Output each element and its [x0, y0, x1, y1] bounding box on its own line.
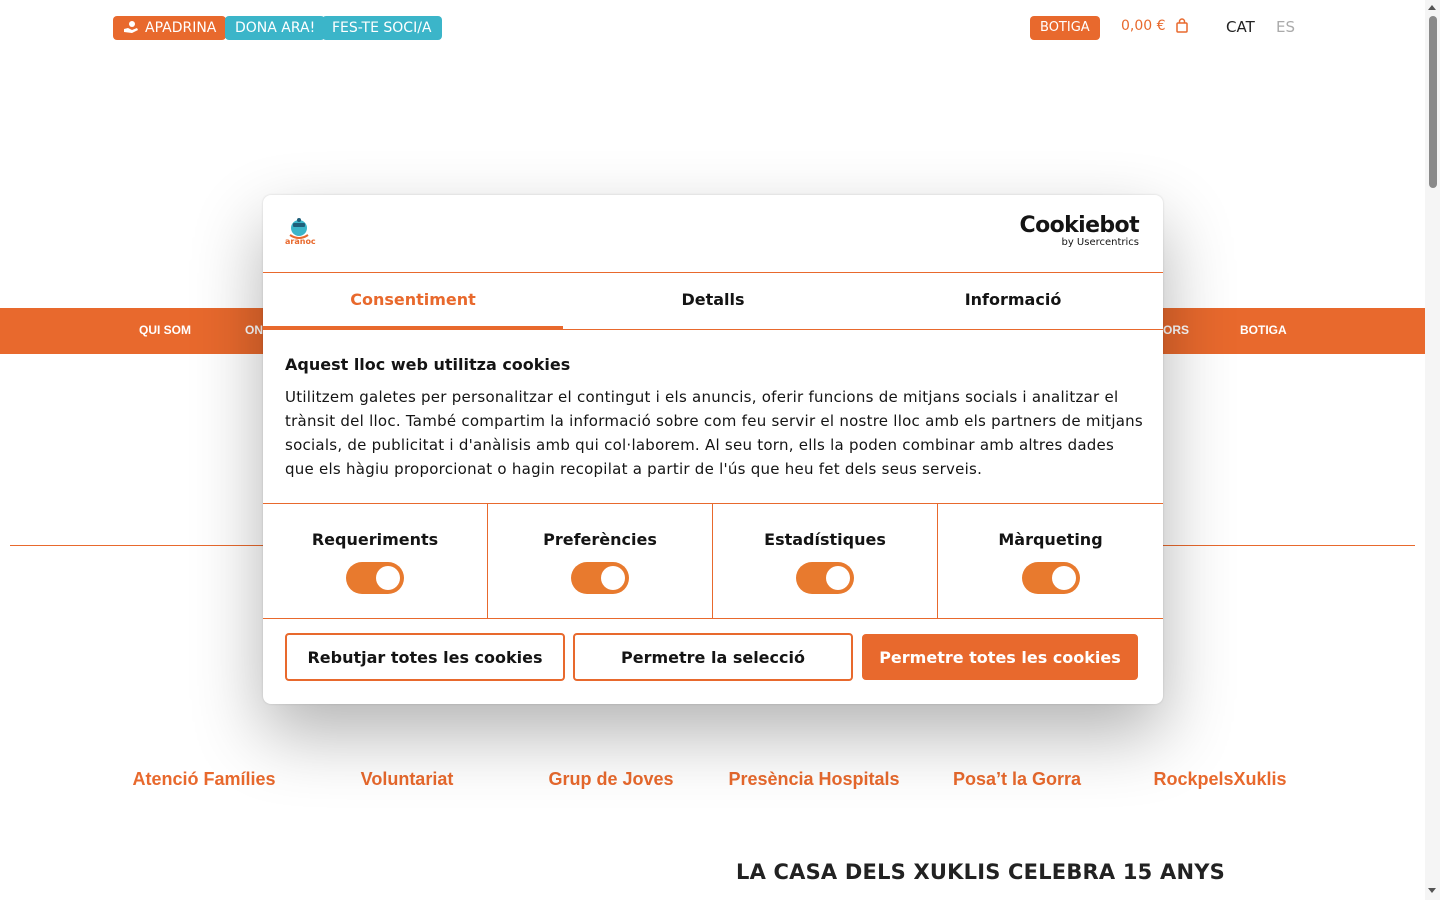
category-label: Requeriments — [311, 530, 439, 549]
scroll-up-arrow-icon[interactable] — [1428, 5, 1436, 10]
toggle-knob — [826, 566, 850, 590]
program-voluntariat[interactable]: Voluntariat — [360, 769, 454, 789]
apadrina-button[interactable] — [113, 16, 226, 40]
cookie-consent-dialog — [263, 195, 1163, 704]
nav-item-partial-right[interactable]: ORS — [1163, 323, 1190, 337]
site-logo-text: aranoc — [285, 237, 316, 246]
dialog-header — [263, 195, 1163, 273]
cookiebot-logo — [1020, 215, 1139, 249]
allow-all-button[interactable]: Permetre totes les cookies — [862, 634, 1138, 680]
cart-total: 0,00 € — [1121, 18, 1166, 34]
top-bar — [0, 0, 1425, 56]
marqueting-toggle[interactable] — [1022, 562, 1080, 594]
category-marqueting — [938, 504, 1163, 618]
scrollbar-thumb[interactable] — [1429, 16, 1437, 188]
dialog-tabs — [263, 273, 1163, 330]
program-atencio-families[interactable]: Atenció Famílies — [132, 769, 276, 789]
toggle-knob — [376, 566, 400, 590]
toggle-knob — [601, 566, 625, 590]
program-presencia-hospitals[interactable]: Presència Hospitals — [728, 769, 900, 789]
botiga-button[interactable]: BOTIGA — [1030, 16, 1100, 40]
dialog-heading: Aquest lloc web utilitza cookies — [285, 355, 571, 374]
tab-informacio[interactable]: Informació — [964, 290, 1062, 309]
category-requeriments — [263, 504, 488, 618]
cart-link[interactable] — [1121, 18, 1188, 34]
apadrina-label: APADRINA — [145, 20, 217, 36]
category-preferencies — [488, 504, 713, 618]
reject-all-button[interactable]: Rebutjar totes les cookies — [285, 633, 565, 681]
program-rockpelsxuklis[interactable]: RockpelsXuklis — [1153, 769, 1287, 789]
hand-heart-icon — [123, 20, 139, 34]
nav-item-botiga[interactable]: BOTIGA — [1240, 323, 1287, 337]
nav-item-qui-som[interactable]: QUI SOM — [139, 323, 192, 337]
fes-te-soci-button[interactable]: FES-TE SOCI/A — [322, 16, 442, 40]
estadistiques-toggle[interactable] — [796, 562, 854, 594]
lang-es-link[interactable]: ES — [1276, 18, 1295, 36]
cookiebot-brand: Cookiebot — [1019, 213, 1139, 238]
tab-consentiment[interactable]: Consentiment — [263, 273, 563, 329]
tab-detalls[interactable]: Detalls — [681, 290, 745, 309]
program-posat-la-gorra[interactable]: Posa’t la Gorra — [952, 769, 1082, 789]
requeriments-toggle[interactable] — [346, 562, 404, 594]
lang-cat-link[interactable]: CAT — [1226, 18, 1255, 36]
nav-item-partial-left[interactable]: ON — [245, 323, 263, 337]
category-estadistiques — [713, 504, 938, 618]
scroll-down-arrow-icon[interactable] — [1428, 888, 1436, 893]
category-label: Preferències — [543, 530, 657, 549]
category-label: Estadístiques — [764, 530, 886, 549]
dona-ara-button[interactable]: DONA ARA! — [225, 16, 325, 40]
preferencies-toggle[interactable] — [571, 562, 629, 594]
dialog-body-text: Utilitzem galetes per personalitzar el contingut i els anuncis, oferir funcions de mitjans socials i analitzar el trànsit del lloc. També compartim la informació sobre com feu servir el nostre lloc amb els partners de mitjans socials, de publicitat i d'anàlisis amb qui col·laborem. Al seu torn, ells la poden combinar amb altres dades que els hàgiu proporcionat o hagin recopilat a partir de l'ús que heu fet dels seus serveis. — [285, 388, 1143, 478]
toggle-knob — [1052, 566, 1076, 590]
cookiebot-brand-sub: by Usercentrics — [1061, 237, 1139, 248]
cookie-category-toggles — [263, 503, 1163, 619]
allow-selection-button[interactable]: Permetre la selecció — [573, 633, 853, 681]
shopping-bag-icon — [1176, 18, 1188, 33]
feature-heading: LA CASA DELS XUKLIS CELEBRA 15 ANYS — [736, 860, 1225, 884]
page-scrollbar[interactable] — [1425, 0, 1440, 900]
category-label: Màrqueting — [998, 530, 1103, 549]
program-grup-de-joves[interactable]: Grup de Joves — [548, 769, 674, 789]
